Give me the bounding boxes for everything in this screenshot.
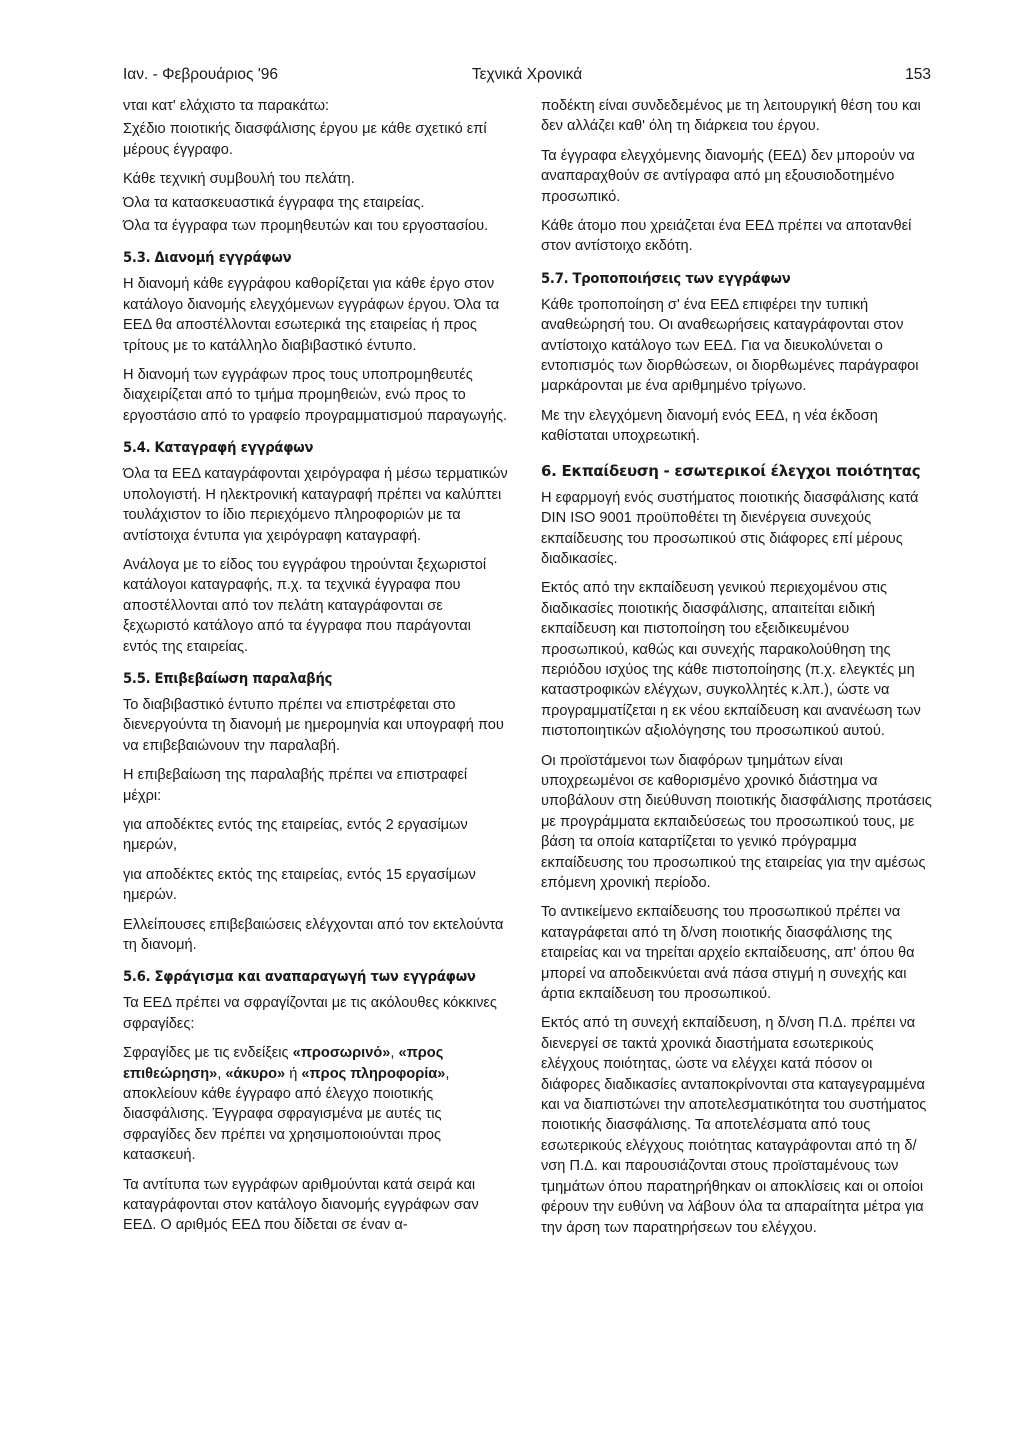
paragraph: ποδέκτη είναι συνδεδεμένος με τη λειτουργική θέση του και δεν αλλάζει καθ' όλη τη διάρκεια του έργου. [541,98,921,135]
paragraph: Τα αντίτυπα των εγγράφων αριθμούνται κατά σειρά και καταγράφονται στον κατάλογο διανομής εγγράφων σαν ΕΕΔ. Ο αριθμός ΕΕΔ που δίδεται σε έναν α- [123,1176,479,1234]
paragraph: Τα έγγραφα ελεγχόμενης διανομής (ΕΕΔ) δεν μπορούν να αναπαραχθούν σε αντίγραφα από μη εξουσιοδοτημένο προσωπικό. [541,147,915,205]
section-title: Τροποποιήσεις των εγγράφων [572,269,791,287]
section-heading-5-4 [123,438,508,458]
paragraph: Όλα τα ΕΕΔ καταγράφονται χειρόγραφα ή μέσω τερματικών υπολογιστή. Η ηλεκτρονική καταγραφή πρέπει να καλύπτει τουλάχιστον το ίδιο περιεχόμενο πληροφοριών με τα αντίστοιχα έντυπα για χειρόγραφη καταγραφή. [123,466,508,544]
section-title: Επιβεβαίωση παραλαβής [154,669,333,687]
section-number: 5.3. [123,249,151,267]
list-item: Όλα τα κατασκευαστικά έγγραφα της εταιρείας. [123,194,425,211]
text-run: , αποκλείουν κάθε έγγραφο από έλεγχο ποιοτικής διασφάλισης. Έγγραφα σφραγισμένα με αυτές τις σφραγίδες δεν πρέπει να χρησιμοποιούνται προς κατασκευή. [123,1065,450,1164]
section-title: Διανομή εγγράφων [154,249,292,267]
paragraph: Ελλείπουσες επιβεβαιώσεις ελέγχονται από τον εκτελούντα τη διανομή. [123,916,504,953]
section-number: 5.6. [123,968,151,986]
paragraph: Η διανομή κάθε εγγράφου καθορίζεται για κάθε έργο στον κατάλογο διανομής ελεγχόμενων εγγράφων έργου. Όλα τα ΕΕΔ θα αποστέλλονται εσωτερικά της εταιρείας ή προς τρίτους με το κατάλληλο διαβιβαστικό έντυπο. [123,276,500,354]
paragraph: Η εφαρμογή ενός συστήματος ποιοτικής διασφάλισης κατά DIN ISO 9001 προϋποθέτει τη διενέργεια συνεχούς εκπαίδευσης του προσωπικού στις διάφορες επί μέρους διαδικασίες. [541,489,919,567]
list-item: Κάθε τεχνική συμβουλή του πελάτη. [123,171,355,188]
section-number: 5.7. [541,269,569,287]
paragraph: νται κατ' ελάχιστο τα παρακάτω: [123,98,330,114]
text-run: , [217,1065,226,1082]
paragraph: Το διαβιβαστικό έντυπο πρέπει να επιστρέφεται στο διενεργούντα τη διανομή με ημερομηνία και υπογραφή που να επιβεβαιώνουν την παραλαβή. [123,696,504,754]
paragraph: Εκτός από την εκπαίδευση γενικού περιεχομένου στις διαδικασίες ποιοτικής διασφάλισης, απαιτείται ειδική εκπαίδευση και πιστοποίηση του εξειδικευμένου προσωπικού, καθώς και συνεχής παρακολούθηση της περιόδου ισχύος της κάθε πιστοποίησης (π.χ. ελεγκτές μη καταστροφικών ελέγχων, συγκολλητές κ.λπ.), ώστε να προγραμματίζεται η εκ νέου εκπαίδευση και ανανέωση των πιστοποιητικών αξιολόγησης του προσωπικού αυτού. [541,580,921,740]
text-run: Σφραγίδες με τις ενδείξεις [123,1045,293,1062]
journal-title: Τεχνικά Χρονικά [471,66,583,83]
section-number: 5.5. [123,669,151,687]
paragraph [123,1043,508,1165]
right-column [541,96,933,1247]
paragraph: Κάθε άτομο που χρειάζεται ένα ΕΕΔ πρέπει να αποτανθεί στον αντίστοιχο εκδότη. [541,218,912,255]
section-heading-5-6 [123,967,508,987]
stamp-label-provisional: «προσωρινό» [292,1045,391,1062]
section-number: 5.4. [123,439,151,457]
stamp-label-void: «άκυρο» [225,1065,286,1082]
page-header [123,64,931,86]
paragraph: Οι προϊστάμενοι των διαφόρων τμημάτων είναι υποχρεωμένοι σε καθορισμένο χρονικό διάστημα να υποβάλουν στη διεύθυνση ποιοτικής διασφάλισης προτάσεις με προγράμματα εκπαιδεύσεως του προσωπικού τους, με βάση τα οποία καταρτίζεται το γενικό πρόγραμμα εκπαίδευσης του προσωπικού της εταιρείας για την αμέσως επόμενη χρονική περίοδο. [541,752,932,891]
section-heading-5-7 [541,269,933,289]
paragraph: Εκτός από τη συνεχή εκπαίδευση, η δ/νση Π.Δ. πρέπει να διενεργεί σε τακτά χρονικά διαστήματα εσωτερικούς ελέγχους ποιότητας, ώστε να ελέγχει κατά πόσον οι διάφορες διαδικασίες ανταποκρίνονται στα καταγεγραμμένα και να διαπιστώνει την αποτελεσματικότητα του συστήματος ποιοτικής διασφάλισης. Τα αποτελέσματα από τους εσωτερικούς ελέγχους ποιότητας καταγράφονται από τη δ/νση Π.Δ. και παρουσιάζονται στους προϊσταμένους των τμημάτων όπου παρατηρήθηκαν οι αποκλίσεις και οι οποίοι φέρουν την ευθύνη να λάβουν όλα τα απαραίτητα μέτρα για την άρση των παρατηρήσεων του ελέγχου. [541,1015,927,1236]
list-item: Όλα τα έγγραφα των προμηθευτών και του εργοστασίου. [123,218,489,235]
section-number: 6. [541,461,557,480]
section-heading-5-3 [123,248,508,268]
text-run: ή [285,1065,302,1082]
paragraph: Κάθε τροποποίηση σ' ένα ΕΕΔ επιφέρει την τυπική αναθεώρησή του. Οι αναθεωρήσεις καταγράφονται στον αντίστοιχο κατάλογο των ΕΕΔ. Για να διευκολύνεται ο εντοπισμός των διορθώσεων, οι διορθωμένες παράγραφοι μαρκάρονται με ένα αριθμημένο τρίγωνο. [541,296,919,395]
paragraph: Ανάλογα με το είδος του εγγράφου τηρούνται ξεχωριστοί κατάλογοι καταγραφής, π.χ. τα τεχνικά έγγραφα που αποστέλλονται από τον πελάτη καταγράφονται σε ξεχωριστό κατάλογο από τα έγγραφα που παράγονται εντός της εταιρείας. [123,556,487,655]
issue-date: Ιαν. - Φεβρουάριος '96 [123,66,279,83]
section-title: Εκπαίδευση - εσωτερικοί έλεγχοι ποιότητας [561,461,921,480]
left-column [123,96,508,1245]
paragraph: Η επιβεβαίωση της παραλαβής πρέπει να επιστραφεί μέχρι: [123,767,468,804]
section-heading-5-5 [123,669,508,689]
text-run: , [390,1045,399,1062]
paragraph: Τα ΕΕΔ πρέπει να σφραγίζονται με τις ακόλουθες κόκκινες σφραγίδες: [123,995,497,1032]
section-title: Σφράγισμα και αναπαραγωγή των εγγράφων [154,968,476,986]
list-item: Σχέδιο ποιοτικής διασφάλισης έργου με κάθε σχετικό επί μέρους έγγραφο. [123,121,487,158]
paragraph: για αποδέκτες εντός της εταιρείας, εντός 2 εργασίμων ημερών, [123,816,468,854]
section-title: Καταγραφή εγγράφων [154,439,314,457]
paragraph: για αποδέκτες εκτός της εταιρείας, εντός 15 εργασίμων ημερών. [123,866,476,904]
page-number: 153 [905,66,931,83]
paragraph: Το αντικείμενο εκπαίδευσης του προσωπικού πρέπει να καταγράφεται από τη δ/νση ποιοτικής διασφάλισης της εταιρείας και να τηρείται αρχείο εκπαίδευσης, απ' όπου θα μπορεί να αποδεικνύεται ανά πάσα στιγμή η συνεχής και άρτια εκπαίδευση του προσωπικού. [541,904,915,1003]
paragraph: Η διανομή των εγγράφων προς τους υποπρομηθευτές διαχειρίζεται από το τμήμα προμηθειών, ενώ προς το εργοστάσιο από το γραφείο προγραμματισμού παραγωγής. [123,367,508,424]
section-heading-6 [541,461,933,481]
stamp-label-for-information: «προς πληροφορία» [301,1065,446,1082]
paragraph: Με την ελεγχόμενη διανομή ενός ΕΕΔ, η νέα έκδοση καθίσταται υποχρεωτική. [541,407,878,445]
stamp-label-for-inspection: «προς επιθεώρηση» [123,1045,444,1082]
